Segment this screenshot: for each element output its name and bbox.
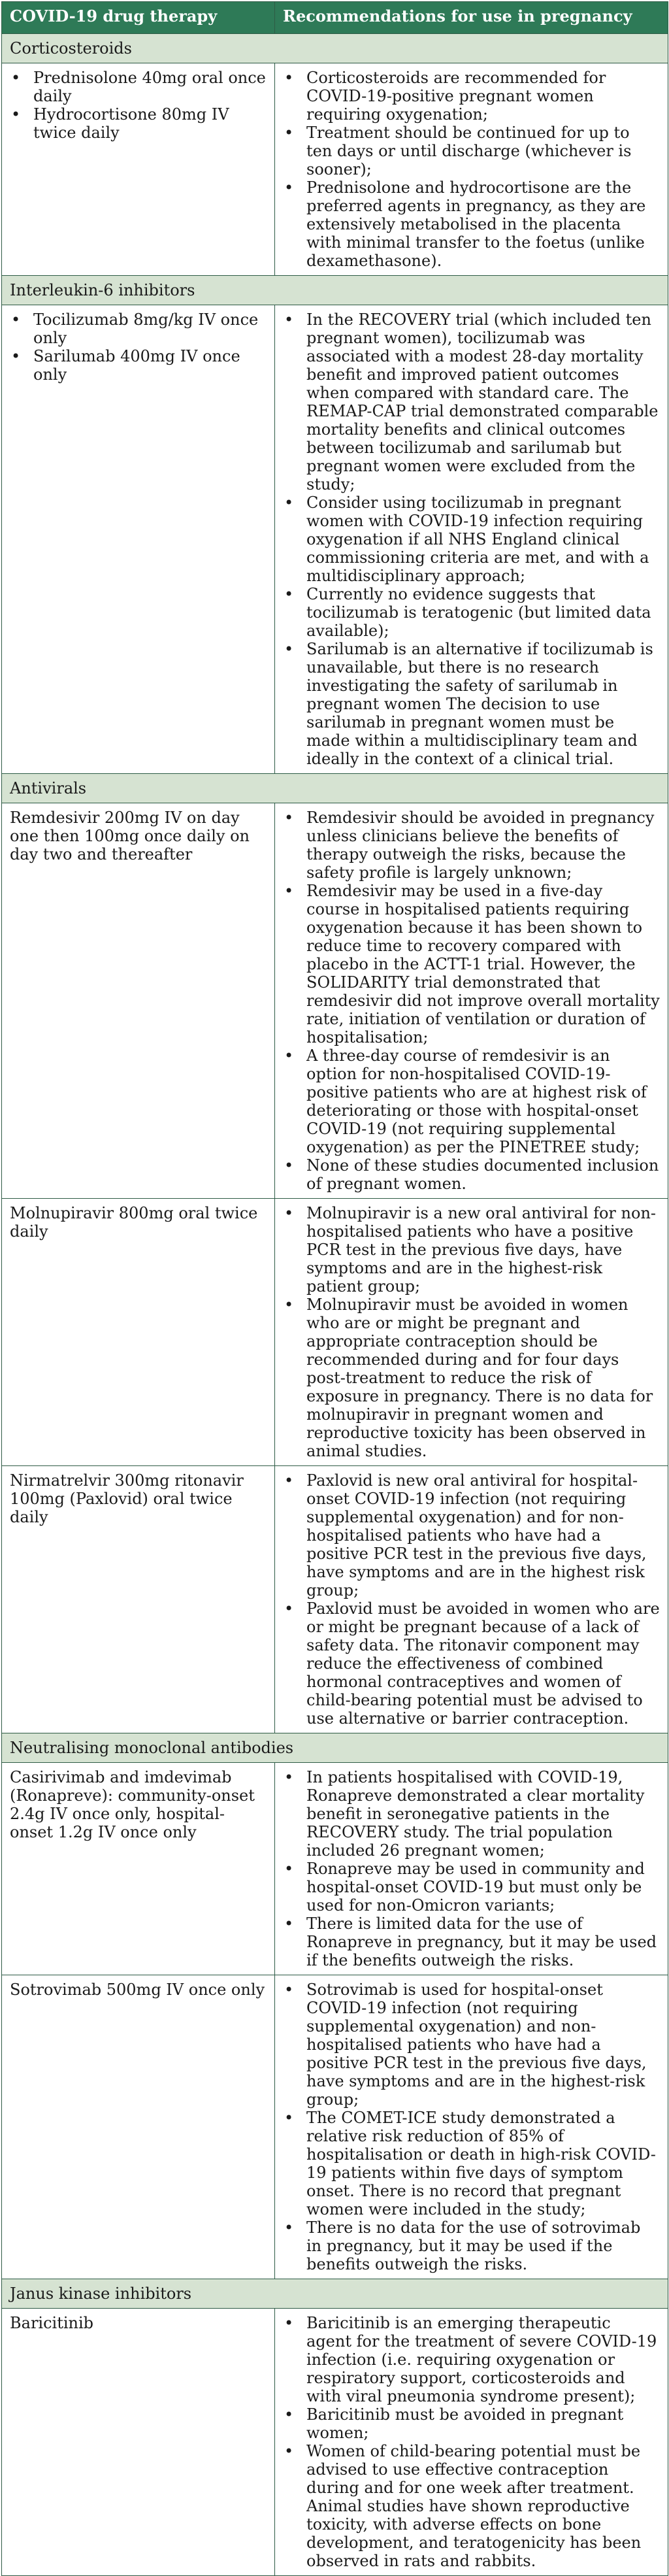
drug-cell bbox=[2, 2309, 275, 2576]
recommendation-list bbox=[283, 310, 660, 768]
drug-item: • Hydrocortisone 80mg IV twice daily bbox=[10, 105, 267, 142]
recommendation-item: • Baricitinib is an emerging therapeutic agent for the treatment of severe COVID-19 infection (i.e. requiring oxygenation or respiratory support, corticosteroids and with viral pneumonia syndrome present); bbox=[283, 2314, 660, 2405]
recommendation-item: • Women of child-bearing potential must be advised to use effective contraception during and for one week after treatment. Animal studies have shown reproductive toxicity, with adverse effects on bone development, and teratogenicity has been observed in rats and rabbits. bbox=[283, 2442, 660, 2570]
recommendation-item: • Currently no evidence suggests that tocilizumab is teratogenic (but limited data available); bbox=[283, 585, 660, 640]
drug-name: Molnupiravir 800mg oral twice daily bbox=[10, 1204, 258, 1241]
section-title: Corticosteroids bbox=[2, 34, 668, 63]
table-body bbox=[2, 34, 668, 2576]
table-row bbox=[2, 1466, 668, 1733]
recommendation-item: • Molnupiravir must be avoided in women who are or might be pregnant and appropriate contraception should be recommended during and for four days post-treatment to reduce the risk of exposure in pregnancy. There is no data for molnupiravir in pregnant women and reproductive toxicity has been observed in animal studies. bbox=[283, 1296, 660, 1460]
covid-drug-therapy-document bbox=[1, 1, 668, 2576]
recommendation-item: • Sarilumab is an alternative if tocilizumab is unavailable, but there is no research investigating the safety of sarilumab in pregnant women The decision to use sarilumab in pregnant women must be made within a multidisciplinary team and ideally in the context of a clinical trial. bbox=[283, 640, 660, 768]
header-recommendations: Recommendations for use in pregnancy bbox=[275, 2, 668, 34]
section-row bbox=[2, 2279, 668, 2309]
recommendation-list bbox=[283, 2314, 660, 2570]
section-title: Janus kinase inhibitors bbox=[2, 2279, 668, 2309]
recommendation-list bbox=[283, 1204, 660, 1460]
table-row bbox=[2, 63, 668, 276]
recommendation-item: • Prednisolone and hydrocortisone are the preferred agents in pregnancy, as they are extensively metabolised in the placenta with minimal transfer to the foetus (unlike dexamethasone). bbox=[283, 178, 660, 270]
drug-list bbox=[10, 310, 267, 384]
drug-cell bbox=[2, 1466, 275, 1733]
recommendation-item: • Remdesivir may be used in a five-day course in hospitalised patients requiring oxygenation because it has been shown to reduce time to recovery compared with placebo in the ACTT-1 trial. However, the SOLIDARITY trial demonstrated that remdesivir did not improve overall mortality rate, initiation of ventilation or duration of hospitalisation; bbox=[283, 882, 660, 1046]
drug-name: Remdesivir 200mg IV on day one then 100mg once daily on day two and thereafter bbox=[10, 809, 250, 863]
header-drug-therapy: COVID-19 drug therapy bbox=[2, 2, 275, 34]
table-row bbox=[2, 1763, 668, 1975]
recommendation-cell bbox=[275, 1199, 668, 1466]
drug-list bbox=[10, 69, 267, 142]
recommendation-item: • In the RECOVERY trial (which included ten pregnant women), tocilizumab was associated with a modest 28-day mortality benefit and improved patient outcomes when compared with standard care. The REMAP-CAP trial demonstrated comparable mortality benefits and clinical outcomes between tocilizumab and sarilumab but pregnant women were excluded from the study; bbox=[283, 310, 660, 493]
recommendation-item: • Paxlovid must be avoided in women who are or might be pregnant because of a lack of safety data. The ritonavir component may reduce the effectiveness of combined hormonal contraceptives and women of child-bearing potential must be advised to use alternative or barrier contraception. bbox=[283, 1599, 660, 1728]
recommendation-item: • The COMET-ICE study demonstrated a relative risk reduction of 85% of hospitalisation or death in high-risk COVID-19 patients within five days of symptom onset. There is no record that pregnant women were included in the study; bbox=[283, 2109, 660, 2218]
recommendation-item: • In patients hospitalised with COVID-19, Ronapreve demonstrated a clear mortality benefit in seronegative patients in the RECOVERY study. The trial population included 26 pregnant women; bbox=[283, 1768, 660, 1860]
recommendation-cell bbox=[275, 1466, 668, 1733]
recommendation-item: • There is limited data for the use of Ronapreve in pregnancy, but it may be used if the benefits outweigh the risks. bbox=[283, 1915, 660, 1969]
recommendation-item: • There is no data for the use of sotrovimab in pregnancy, but it may be used if the benefits outweigh the risks. bbox=[283, 2218, 660, 2273]
recommendation-list bbox=[283, 1768, 660, 1969]
drug-item: • Sarilumab 400mg IV once only bbox=[10, 347, 267, 384]
recommendation-cell bbox=[275, 63, 668, 276]
recommendation-item: • None of these studies documented inclusion of pregnant women. bbox=[283, 1156, 660, 1193]
recommendation-cell bbox=[275, 1763, 668, 1975]
recommendation-item: • Corticosteroids are recommended for COVID-19-positive pregnant women requiring oxygenation; bbox=[283, 69, 660, 124]
recommendation-item: • Molnupiravir is a new oral antiviral for non-hospitalised patients who have a positive PCR test in the previous five days, have symptoms and are in the highest-risk patient group; bbox=[283, 1204, 660, 1296]
drug-name: Nirmatrelvir 300mg ritonavir 100mg (Paxlovid) oral twice daily bbox=[10, 1471, 244, 1526]
recommendation-list bbox=[283, 809, 660, 1193]
recommendation-item: • Paxlovid is new oral antiviral for hospital-onset COVID-19 infection (not requiring supplemental oxygenation) and for non-hospitalised patients who have had a positive PCR test in the previous five days, have symptoms and are in the highest risk group; bbox=[283, 1471, 660, 1599]
drug-therapy-table bbox=[1, 1, 668, 2576]
recommendation-item: • Sotrovimab is used for hospital-onset COVID-19 infection (not requiring supplemental oxygenation) and non-hospitalised patients who have had a positive PCR test in the previous five days, have symptoms and are in the highest-risk group; bbox=[283, 1981, 660, 2109]
section-title: Interleukin-6 inhibitors bbox=[2, 276, 668, 305]
table-row bbox=[2, 2309, 668, 2576]
recommendation-cell bbox=[275, 1975, 668, 2279]
recommendation-item: • Consider using tocilizumab in pregnant women with COVID-19 infection requiring oxygenation if all NHS England clinical commissioning criteria are met, and with a multidisciplinary approach; bbox=[283, 493, 660, 585]
recommendation-cell bbox=[275, 803, 668, 1199]
recommendation-item: • Ronapreve may be used in community and hospital-onset COVID-19 but must only be used for non-Omicron variants; bbox=[283, 1860, 660, 1915]
drug-name: Casirivimab and imdevimab (Ronapreve): community-onset 2.4g IV once only, hospital-onset 1.2g IV once only bbox=[10, 1768, 255, 1841]
recommendation-cell bbox=[275, 305, 668, 774]
section-row bbox=[2, 1733, 668, 1763]
drug-cell bbox=[2, 1975, 275, 2279]
recommendation-item: • Remdesivir should be avoided in pregnancy unless clinicians believe the benefits of therapy outweigh the risks, because the safety profile is largely unknown; bbox=[283, 809, 660, 882]
recommendation-item: • A three-day course of remdesivir is an option for non-hospitalised COVID-19-positive patients who are at highest risk of deteriorating or those with hospital-onset COVID-19 (not requiring supplemental oxygenation) as per the PINETREE study; bbox=[283, 1046, 660, 1156]
drug-cell bbox=[2, 1199, 275, 1466]
recommendation-list bbox=[283, 1981, 660, 2273]
table-row bbox=[2, 1975, 668, 2279]
section-title: Neutralising monoclonal antibodies bbox=[2, 1733, 668, 1763]
table-row bbox=[2, 1199, 668, 1466]
section-title: Antivirals bbox=[2, 774, 668, 803]
drug-cell bbox=[2, 1763, 275, 1975]
recommendation-list bbox=[283, 69, 660, 270]
section-row bbox=[2, 34, 668, 63]
drug-name: Baricitinib bbox=[10, 2314, 94, 2332]
drug-cell bbox=[2, 305, 275, 774]
drug-cell bbox=[2, 63, 275, 276]
table-row bbox=[2, 305, 668, 774]
table-header-row bbox=[2, 2, 668, 34]
recommendation-list bbox=[283, 1471, 660, 1728]
section-row bbox=[2, 276, 668, 305]
section-row bbox=[2, 774, 668, 803]
drug-cell bbox=[2, 803, 275, 1199]
recommendation-cell bbox=[275, 2309, 668, 2576]
drug-item: • Tocilizumab 8mg/kg IV once only bbox=[10, 310, 267, 347]
recommendation-item: • Baricitinib must be avoided in pregnant women; bbox=[283, 2405, 660, 2442]
table-row bbox=[2, 803, 668, 1199]
drug-name: Sotrovimab 500mg IV once only bbox=[10, 1981, 265, 1999]
recommendation-item: • Treatment should be continued for up to ten days or until discharge (whichever is sooner); bbox=[283, 124, 660, 178]
drug-item: • Prednisolone 40mg oral once daily bbox=[10, 69, 267, 105]
